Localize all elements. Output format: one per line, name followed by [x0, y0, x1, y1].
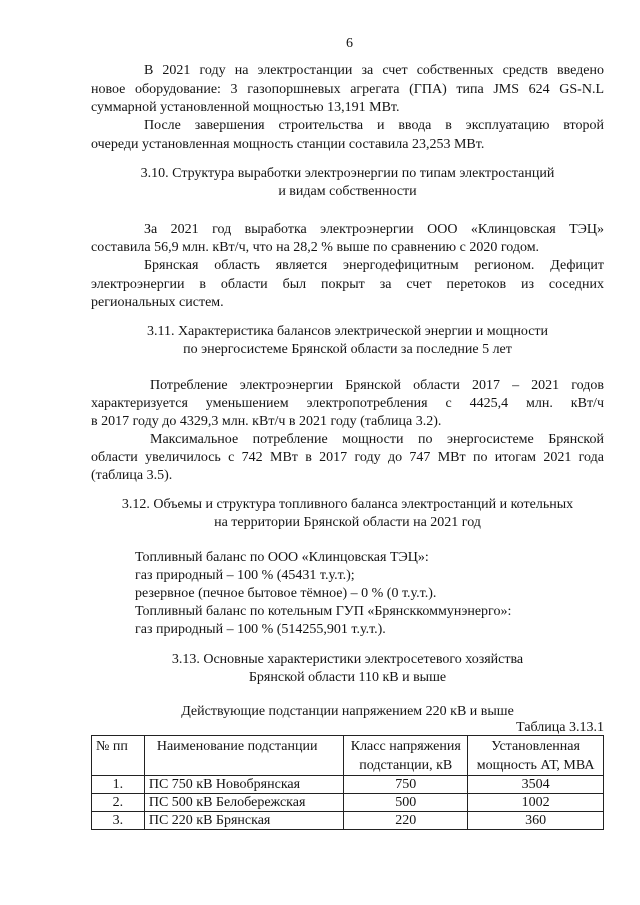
- cell-number: 1.: [92, 776, 145, 794]
- cell-voltage: 750: [344, 776, 468, 794]
- cell-capacity: 3504: [468, 776, 604, 794]
- cell-name: ПС 500 кВ Белобережская: [144, 794, 344, 812]
- fuel-line: Топливный баланс по котельным ГУП «Брянсккоммунэнерго»:: [135, 604, 512, 619]
- table-row: [92, 794, 604, 812]
- text-line: области увеличилось с 742 МВт в 2017 году до 747 МВт по итогам 2021 года: [91, 450, 604, 465]
- heading-line: и видам собственности: [278, 184, 417, 199]
- text-line: в 2017 году до 4329,3 млн. кВт/ч в 2021 году (таблица 3.2).: [91, 414, 442, 429]
- cell-voltage: 500: [344, 794, 468, 812]
- header-voltage: Класс напряжения подстанции, кВ: [344, 736, 468, 776]
- heading-line: 3.10. Структура выработки электроэнергии по типам электростанций: [140, 166, 555, 181]
- text-line: После завершения строительства и ввода в эксплуатацию второй: [144, 118, 604, 133]
- header-name: Наименование подстанции: [144, 736, 344, 776]
- substations-table: [91, 735, 604, 830]
- heading-line: 3.12. Объемы и структура топливного баланса электростанций и котельных: [121, 497, 574, 512]
- text-line: электроэнергии в области был покрыт за счет перетоков из соседних: [91, 277, 604, 292]
- text-line: Брянская область является энергодефицитным регионом. Дефицит: [144, 258, 604, 273]
- heading-line: на территории Брянской области на 2021 год: [214, 515, 481, 530]
- header-number: № пп: [92, 736, 145, 776]
- cell-capacity: 1002: [468, 794, 604, 812]
- heading-line: по энергосистеме Брянской области за последние 5 лет: [183, 342, 512, 357]
- cell-voltage: 220: [344, 812, 468, 830]
- text-line: суммарной установленной мощностью 13,191 МВт.: [91, 100, 400, 115]
- text-line: Потребление электроэнергии Брянской области 2017 – 2021 годов: [150, 378, 604, 393]
- cell-capacity: 360: [468, 812, 604, 830]
- cell-number: 3.: [92, 812, 145, 830]
- text-line: Максимальное потребление мощности по энергосистеме Брянской: [150, 432, 604, 447]
- text-line: В 2021 году на электростанции за счет собственных средств введено: [144, 63, 604, 78]
- heading-line: 3.13. Основные характеристики электросетевого хозяйства: [171, 652, 524, 667]
- text-line: (таблица 3.5).: [91, 468, 173, 483]
- fuel-line: Топливный баланс по ООО «Клинцовская ТЭЦ»:: [135, 550, 429, 565]
- table-header-row: [92, 736, 604, 776]
- table-row: [92, 776, 604, 794]
- text-line: региональных систем.: [91, 295, 224, 310]
- text-line: очереди установленная мощность станции составила 23,253 МВт.: [91, 137, 485, 152]
- table-caption: Действующие подстанции напряжением 220 кВ и выше: [181, 704, 514, 719]
- cell-name: ПС 750 кВ Новобрянская: [144, 776, 344, 794]
- text-line: характеризуется уменьшением электропотребления с 4425,4 млн. кВт/ч: [91, 396, 604, 411]
- fuel-line: газ природный – 100 % (514255,901 т.у.т.).: [135, 622, 386, 637]
- cell-number: 2.: [92, 794, 145, 812]
- text-line: новое оборудование: 3 газопоршневых агрегата (ГПА) типа JMS 624 GS-N.L: [91, 82, 604, 97]
- fuel-line: резервное (печное бытовое тёмное) – 0 % (0 т.у.т.).: [135, 586, 437, 601]
- table-number: Таблица 3.13.1: [516, 720, 604, 735]
- heading-line: 3.11. Характеристика балансов электрической энергии и мощности: [146, 324, 549, 339]
- cell-name: ПС 220 кВ Брянская: [144, 812, 344, 830]
- text-line: За 2021 год выработка электроэнергии ООО «Клинцовская ТЭЦ»: [144, 222, 604, 237]
- text-line: составила 56,9 млн. кВт/ч, что на 28,2 % выше по сравнению с 2020 годом.: [91, 240, 540, 255]
- fuel-line: газ природный – 100 % (45431 т.у.т.);: [135, 568, 355, 583]
- heading-line: Брянской области 110 кВ и выше: [248, 670, 447, 685]
- header-capacity: Установленная мощность АТ, МВА: [468, 736, 604, 776]
- table-row: [92, 812, 604, 830]
- page-number: 6: [346, 36, 353, 51]
